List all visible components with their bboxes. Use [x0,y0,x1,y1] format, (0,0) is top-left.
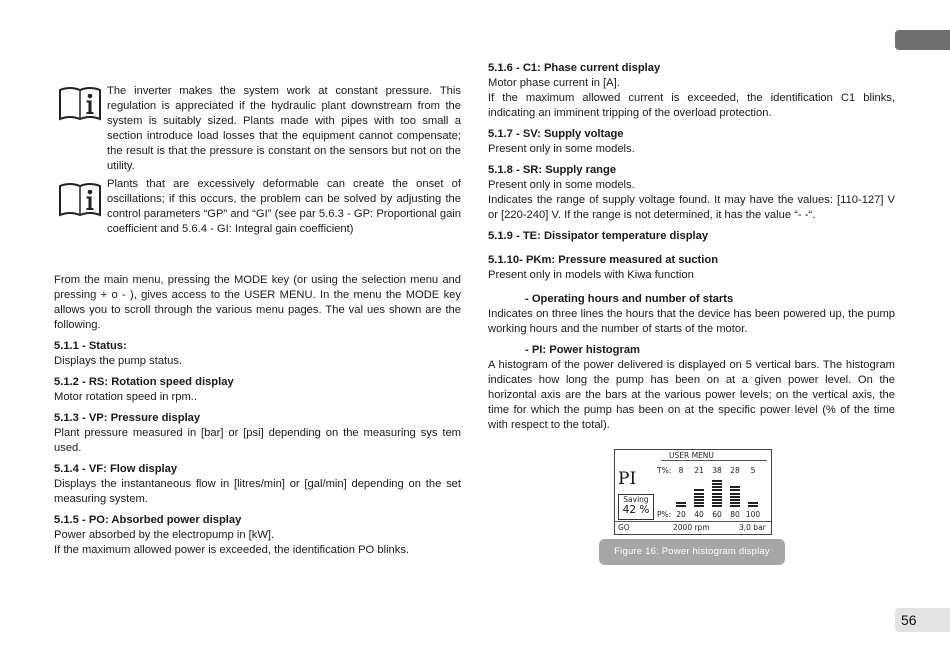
section-heading: 5.1.8 - SR: Supply range [488,164,617,176]
section-pi [488,343,895,433]
section-heading: 5.1.5 - PO: Absorbed power display [54,514,242,526]
saving-box [618,494,654,520]
histogram-bar-segment [694,502,704,504]
histogram-bar-segment [712,499,722,501]
histogram-bar-segment [712,493,722,495]
section-sv [488,127,895,157]
section-heading: 5.1.10- PKm: Pressure measured at suction [488,254,719,266]
saving-value: 42 % [622,504,650,516]
p-label: P%: [657,510,672,519]
t-value: 5 [750,466,756,475]
t-value: 21 [694,466,704,475]
section-body: Displays the pump status. [54,355,183,367]
display-title: USER MENU [669,451,714,460]
histogram-bar-segment [694,493,704,495]
section-body: If the maximum allowed power is exceeded, the identification PO blinks. [54,544,410,556]
histogram-bar-segment [730,499,740,501]
histogram-bar-segment [712,486,722,488]
divider [661,460,767,461]
t-label: T%: [657,466,672,475]
histogram-bar-segment [712,505,722,507]
section-sr [488,163,895,223]
section-heading: 5.1.1 - Status: [54,340,127,352]
section-vp [54,411,461,456]
t-value: 8 [678,466,684,475]
section-body: Present only in some models. [488,143,635,155]
page-number: 56 [895,608,950,632]
intro-paragraph: From the main menu, pressing the MODE key (or using the selection menu and pressing + o - ), gives access to the USER MENU. In the menu the MODE key allows you to scroll through the various menu pages. The val ues shown are the following. [54,274,461,331]
histogram-bar-segment [730,489,740,491]
section-heading: 5.1.3 - VP: Pressure display [54,412,201,424]
histogram-bar-segment [730,496,740,498]
histogram-bar-segment [712,483,722,485]
info-manual-icon [57,84,103,122]
section-heading: 5.1.6 - C1: Phase current display [488,62,661,74]
section-heading: - Operating hours and number of starts [525,293,734,305]
figure-caption: Figure 16: Power histogram display [599,539,785,565]
p-value: 20 [676,510,686,519]
divider [615,521,771,522]
status-label: GO [618,523,630,532]
pressure-label: 3,0 bar [739,523,766,532]
section-c1 [488,61,895,121]
histogram-bar-segment [712,489,722,491]
section-heading: 5.1.2 - RS: Rotation speed display [54,376,234,388]
section-heading: 5.1.9 - TE: Dissipator temperature display [488,230,709,242]
p-value: 40 [694,510,704,519]
info-manual-icon [57,180,103,218]
section-pkm [488,253,895,283]
t-value: 38 [712,466,722,475]
section-heading: - PI: Power histogram [525,344,640,356]
histogram-bar-segment [712,480,722,482]
p-value: 60 [712,510,722,519]
section-heading: 5.1.4 - VF: Flow display [54,463,178,475]
section-status [54,339,461,369]
histogram-bar-segment [748,502,758,504]
section-rs [54,375,461,405]
section-body: Motor phase current in [A]. [488,77,620,89]
note-1 [57,84,103,127]
note-1-text: The inverter makes the system work at constant pressure. This regulation is appreciated if the hydraulic plant downstream from the system is suitably sized. Plants made with pipes with too small a section introduce load losses that the equipment cannot compensate; the result is that the pressure is constant on the sensors but not on the utility. [107,85,461,172]
histogram-bar-segment [730,493,740,495]
histogram-bar-segment [676,502,686,504]
section-po [54,513,461,558]
chapter-tab [895,30,950,50]
section-body: If the maximum allowed current is exceeded, the identification C1 blinks, indicating an imminent tripping of the overload protection. [488,92,895,119]
section-body: A histogram of the power delivered is displayed on 5 vertical bars. The histogram indicates how long the pump has been on at a given power level. On the horizontal axis are the bars at the various power levels; on the vertical axis, the time for which the pump has been on at the specific power level (% of the time with respect to the total). [488,359,895,431]
section-body: Indicates on three lines the hours that the device has been powered up, the pump working hours and the number of starts of the motor. [488,308,895,335]
histogram-bar-segment [694,496,704,498]
rpm-label: 2000 rpm [673,523,710,532]
histogram-bar-segment [694,489,704,491]
section-body: Motor rotation speed in rpm.. [54,391,198,403]
histogram-bar-segment [694,505,704,507]
power-histogram-display [614,449,772,535]
histogram-bar-segment [676,505,686,507]
histogram-bar-segment [712,496,722,498]
note-2-text: Plants that are excessively deformable can create the onset of oscillations; if this occurs, the problem can be solved by adjusting the control parameters “GP” and “GI” (see par 5.6.3 - GP: Proportional gain coefficient and 5.6.4 - GI: Integral gain coefficient) [107,178,461,235]
section-body: Displays the instantaneous flow in [litres/min] or [gal/min] depending on the set measuring system. [54,478,461,505]
p-value: 100 [745,510,761,519]
section-body: Present only in models with Kiwa function [488,269,694,281]
histogram-bar-segment [748,505,758,507]
histogram-bar-segment [694,499,704,501]
section-body: Indicates the range of supply voltage found. It may have the values: [110-127] V or [220-240] V. If the range is not determined, it has the value “- -“. [488,194,895,221]
section-heading: 5.1.7 - SV: Supply voltage [488,128,624,140]
right-column [488,61,895,439]
pi-label: PI [618,469,637,489]
section-body: Present only in some models. [488,179,635,191]
p-value: 80 [730,510,740,519]
section-body: Plant pressure measured in [bar] or [psi] depending on the measuring sys tem used. [54,427,461,454]
section-te [488,229,895,244]
saving-label: Saving [623,495,649,504]
left-column [54,273,461,564]
section-body: Power absorbed by the electropump in [kW]. [54,529,275,541]
section-vf [54,462,461,507]
histogram-bar-segment [712,502,722,504]
t-value: 28 [730,466,740,475]
note-2 [57,180,103,223]
histogram-bar-segment [730,486,740,488]
histogram-bar-segment [730,505,740,507]
histogram-bar-segment [730,502,740,504]
section-hours [488,292,895,337]
